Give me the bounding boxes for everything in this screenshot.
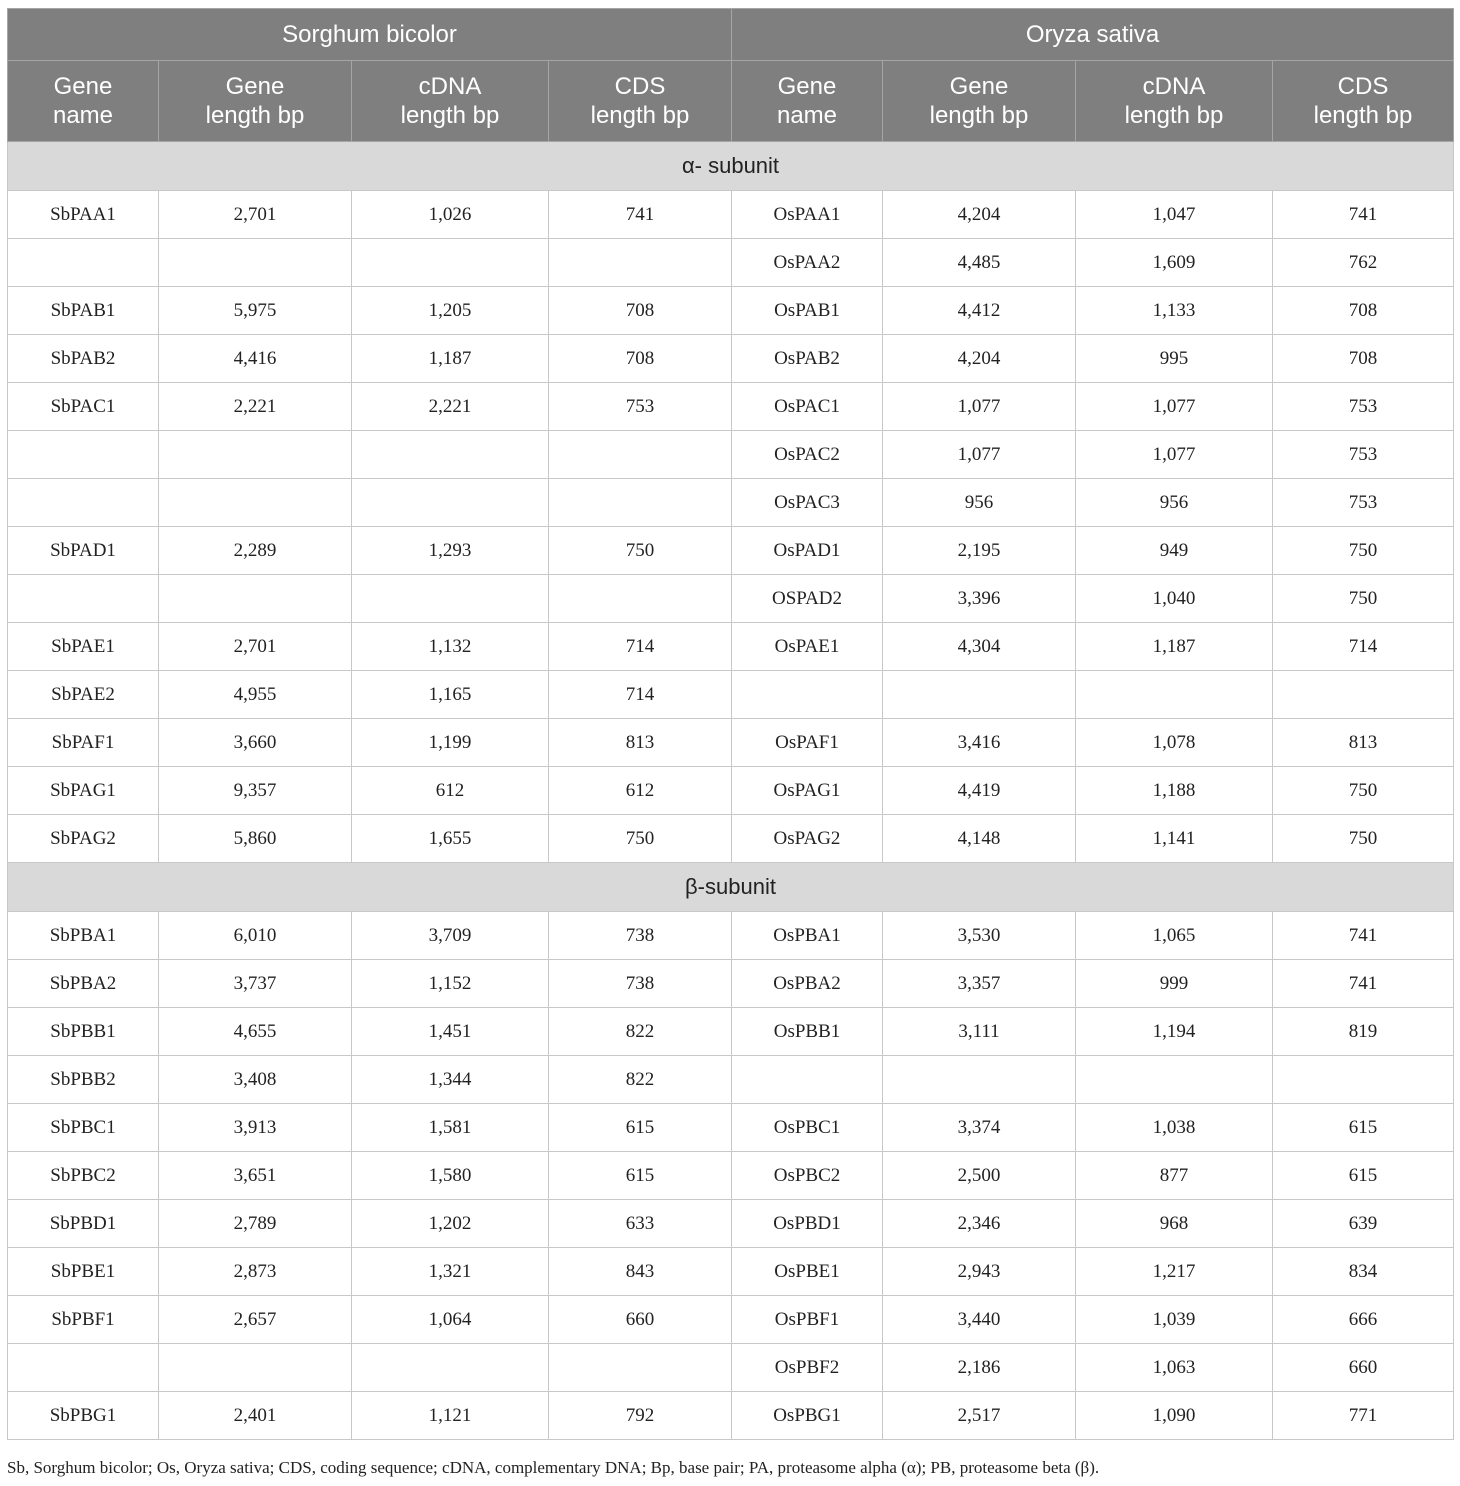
table-cell: [883, 1056, 1076, 1104]
table-cell: 2,657: [159, 1296, 352, 1344]
table-cell: 1,077: [1076, 431, 1273, 479]
table-cell: SbPAE2: [8, 671, 159, 719]
table-cell: [883, 671, 1076, 719]
table-cell: OsPBE1: [732, 1248, 883, 1296]
table-cell: 3,440: [883, 1296, 1076, 1344]
table-cell: 762: [1273, 239, 1454, 287]
table-row: [8, 912, 1454, 960]
table-cell: 660: [549, 1296, 732, 1344]
table-cell: 4,204: [883, 335, 1076, 383]
table-cell: 753: [1273, 431, 1454, 479]
table-cell: [8, 479, 159, 527]
table-cell: OsPBC2: [732, 1152, 883, 1200]
table-cell: [352, 575, 549, 623]
table-cell: [1273, 1056, 1454, 1104]
table-cell: SbPBA2: [8, 960, 159, 1008]
column-header: cDNA length bp: [1076, 61, 1273, 142]
table-cell: 1,026: [352, 191, 549, 239]
column-header: Gene length bp: [159, 61, 352, 142]
table-cell: [732, 1056, 883, 1104]
section-label: β-subunit: [8, 863, 1454, 912]
table-cell: 1,078: [1076, 719, 1273, 767]
section-label: α- subunit: [8, 142, 1454, 191]
table-cell: [159, 239, 352, 287]
column-header-row: [8, 61, 1454, 142]
table-cell: SbPBB1: [8, 1008, 159, 1056]
table-cell: SbPAE1: [8, 623, 159, 671]
table-row: [8, 1200, 1454, 1248]
table-row: [8, 1008, 1454, 1056]
table-cell: OsPAG1: [732, 767, 883, 815]
table-cell: 819: [1273, 1008, 1454, 1056]
table-cell: OsPBD1: [732, 1200, 883, 1248]
table-cell: 1,194: [1076, 1008, 1273, 1056]
table-cell: 2,789: [159, 1200, 352, 1248]
table-cell: 2,186: [883, 1344, 1076, 1392]
table-cell: 708: [549, 287, 732, 335]
table-cell: 1,064: [352, 1296, 549, 1344]
table-cell: 949: [1076, 527, 1273, 575]
table-cell: OsPBA1: [732, 912, 883, 960]
table-cell: 1,205: [352, 287, 549, 335]
table-cell: 5,975: [159, 287, 352, 335]
table-cell: [1076, 1056, 1273, 1104]
table-cell: 1,090: [1076, 1392, 1273, 1440]
table-row: [8, 623, 1454, 671]
table-cell: 1,187: [1076, 623, 1273, 671]
table-cell: 813: [1273, 719, 1454, 767]
table-row: [8, 287, 1454, 335]
column-header: CDS length bp: [1273, 61, 1454, 142]
table-cell: 666: [1273, 1296, 1454, 1344]
table-cell: 615: [549, 1152, 732, 1200]
table-cell: 615: [549, 1104, 732, 1152]
table-cell: 3,709: [352, 912, 549, 960]
table-cell: 9,357: [159, 767, 352, 815]
table-row: [8, 1392, 1454, 1440]
table-cell: 741: [549, 191, 732, 239]
table-row: [8, 815, 1454, 863]
table-cell: SbPBC1: [8, 1104, 159, 1152]
species-header-sorghum: Sorghum bicolor: [8, 9, 732, 61]
table-cell: 813: [549, 719, 732, 767]
table-row: [8, 671, 1454, 719]
table-cell: 708: [1273, 287, 1454, 335]
table-cell: SbPAB2: [8, 335, 159, 383]
table-cell: 1,188: [1076, 767, 1273, 815]
table-cell: 2,517: [883, 1392, 1076, 1440]
species-header-oryza: Oryza sativa: [732, 9, 1454, 61]
table-cell: OsPAG2: [732, 815, 883, 863]
table-cell: OsPAA2: [732, 239, 883, 287]
table-cell: 1,581: [352, 1104, 549, 1152]
table-cell: 2,346: [883, 1200, 1076, 1248]
table-body: [8, 142, 1454, 1440]
table-cell: 4,416: [159, 335, 352, 383]
table-cell: [159, 431, 352, 479]
table-cell: [549, 1344, 732, 1392]
table-cell: SbPAF1: [8, 719, 159, 767]
table-cell: 750: [1273, 767, 1454, 815]
table-cell: 1,321: [352, 1248, 549, 1296]
table-cell: OsPAC2: [732, 431, 883, 479]
table-cell: 4,204: [883, 191, 1076, 239]
table-cell: 4,148: [883, 815, 1076, 863]
table-cell: 2,873: [159, 1248, 352, 1296]
table-cell: 738: [549, 960, 732, 1008]
gene-comparison-table: [7, 8, 1454, 1440]
table-cell: 1,217: [1076, 1248, 1273, 1296]
table-cell: [352, 239, 549, 287]
table-cell: 1,077: [883, 431, 1076, 479]
table-cell: OsPAC3: [732, 479, 883, 527]
table-cell: 3,396: [883, 575, 1076, 623]
table-cell: 1,187: [352, 335, 549, 383]
table-row: [8, 191, 1454, 239]
table-cell: 822: [549, 1056, 732, 1104]
table-cell: 753: [1273, 383, 1454, 431]
table-cell: [549, 431, 732, 479]
table-cell: 1,063: [1076, 1344, 1273, 1392]
section-row: [8, 863, 1454, 912]
table-row: [8, 1152, 1454, 1200]
table-cell: 834: [1273, 1248, 1454, 1296]
table-row: [8, 527, 1454, 575]
table-cell: 708: [1273, 335, 1454, 383]
table-cell: 3,357: [883, 960, 1076, 1008]
table-cell: 612: [549, 767, 732, 815]
table-cell: [159, 1344, 352, 1392]
table-cell: SbPAB1: [8, 287, 159, 335]
table-cell: SbPAG1: [8, 767, 159, 815]
table-cell: 708: [549, 335, 732, 383]
table-cell: OsPAB1: [732, 287, 883, 335]
table-cell: 5,860: [159, 815, 352, 863]
table-cell: OsPAA1: [732, 191, 883, 239]
table-row: [8, 575, 1454, 623]
table-cell: [352, 479, 549, 527]
table-cell: OsPBB1: [732, 1008, 883, 1056]
table-cell: 753: [549, 383, 732, 431]
table-cell: OsPAE1: [732, 623, 883, 671]
table-cell: SbPAA1: [8, 191, 159, 239]
table-cell: [732, 671, 883, 719]
table-cell: [549, 479, 732, 527]
table-cell: SbPAC1: [8, 383, 159, 431]
table-cell: 1,047: [1076, 191, 1273, 239]
table-cell: 615: [1273, 1104, 1454, 1152]
table-cell: OsPBG1: [732, 1392, 883, 1440]
table-cell: [352, 431, 549, 479]
table-cell: SbPBA1: [8, 912, 159, 960]
table-cell: OsPBF2: [732, 1344, 883, 1392]
table-cell: OsPBF1: [732, 1296, 883, 1344]
table-cell: SbPBF1: [8, 1296, 159, 1344]
table-cell: 1,065: [1076, 912, 1273, 960]
column-header: Gene length bp: [883, 61, 1076, 142]
table-cell: 2,289: [159, 527, 352, 575]
table-footnote: Sb, Sorghum bicolor; Os, Oryza sativa; CDS, coding sequence; cDNA, complementary DNA; Bp, base pair; PA, proteasome alpha (α); PB, proteasome beta (β).: [7, 1458, 1100, 1477]
table-cell: 3,111: [883, 1008, 1076, 1056]
table-cell: 660: [1273, 1344, 1454, 1392]
table-cell: 2,943: [883, 1248, 1076, 1296]
table-row: [8, 1296, 1454, 1344]
table-cell: [159, 575, 352, 623]
table-cell: [8, 239, 159, 287]
table-cell: 633: [549, 1200, 732, 1248]
table-cell: 2,221: [352, 383, 549, 431]
table-cell: 4,655: [159, 1008, 352, 1056]
table-cell: 1,077: [883, 383, 1076, 431]
section-row: [8, 142, 1454, 191]
table-cell: OsPBC1: [732, 1104, 883, 1152]
table-row: [8, 960, 1454, 1008]
table-cell: 1,077: [1076, 383, 1273, 431]
table-row: [8, 1248, 1454, 1296]
table-cell: 3,408: [159, 1056, 352, 1104]
table-cell: 714: [549, 671, 732, 719]
table-row: [8, 767, 1454, 815]
table-cell: 1,040: [1076, 575, 1273, 623]
table-cell: 1,121: [352, 1392, 549, 1440]
table-cell: 995: [1076, 335, 1273, 383]
table-cell: SbPBG1: [8, 1392, 159, 1440]
table-cell: 3,913: [159, 1104, 352, 1152]
table-cell: SbPBC2: [8, 1152, 159, 1200]
table-cell: 750: [1273, 815, 1454, 863]
species-header-row: [8, 9, 1454, 61]
table-cell: 3,374: [883, 1104, 1076, 1152]
table-cell: 750: [549, 815, 732, 863]
table-cell: 4,955: [159, 671, 352, 719]
table-cell: 1,655: [352, 815, 549, 863]
table-cell: OsPAF1: [732, 719, 883, 767]
table-cell: 2,701: [159, 623, 352, 671]
table-cell: 1,141: [1076, 815, 1273, 863]
table-row: [8, 431, 1454, 479]
table-cell: 2,401: [159, 1392, 352, 1440]
table-cell: 1,293: [352, 527, 549, 575]
table-cell: 750: [1273, 527, 1454, 575]
table-cell: 999: [1076, 960, 1273, 1008]
table-cell: 1,133: [1076, 287, 1273, 335]
table-cell: 1,152: [352, 960, 549, 1008]
table-cell: 639: [1273, 1200, 1454, 1248]
table-cell: 1,609: [1076, 239, 1273, 287]
table-cell: 753: [1273, 479, 1454, 527]
table-cell: 2,221: [159, 383, 352, 431]
table-cell: 843: [549, 1248, 732, 1296]
table-cell: 822: [549, 1008, 732, 1056]
table-cell: 1,580: [352, 1152, 549, 1200]
table-cell: 714: [549, 623, 732, 671]
table-cell: 3,530: [883, 912, 1076, 960]
table-cell: 2,500: [883, 1152, 1076, 1200]
table-cell: 1,038: [1076, 1104, 1273, 1152]
table-cell: 3,737: [159, 960, 352, 1008]
table-cell: 1,451: [352, 1008, 549, 1056]
table-cell: SbPBD1: [8, 1200, 159, 1248]
table-cell: 741: [1273, 912, 1454, 960]
table-cell: 1,132: [352, 623, 549, 671]
table-cell: 877: [1076, 1152, 1273, 1200]
table-cell: 2,701: [159, 191, 352, 239]
table-cell: OsPBA2: [732, 960, 883, 1008]
table-cell: [1076, 671, 1273, 719]
column-header: Gene name: [8, 61, 159, 142]
table-cell: [352, 1344, 549, 1392]
table-cell: SbPBB2: [8, 1056, 159, 1104]
table-cell: [8, 431, 159, 479]
table-cell: 750: [1273, 575, 1454, 623]
table-cell: 968: [1076, 1200, 1273, 1248]
table-cell: [8, 575, 159, 623]
table-cell: [8, 1344, 159, 1392]
table-cell: 956: [1076, 479, 1273, 527]
table-cell: 738: [549, 912, 732, 960]
table-cell: 4,419: [883, 767, 1076, 815]
table-cell: 4,412: [883, 287, 1076, 335]
table-row: [8, 335, 1454, 383]
table-cell: OsPAC1: [732, 383, 883, 431]
table-cell: OSPAD2: [732, 575, 883, 623]
table-cell: 750: [549, 527, 732, 575]
table-cell: 3,660: [159, 719, 352, 767]
table-cell: 1,199: [352, 719, 549, 767]
table-cell: [549, 575, 732, 623]
table-cell: 1,039: [1076, 1296, 1273, 1344]
table-row: [8, 1344, 1454, 1392]
table-cell: SbPAG2: [8, 815, 159, 863]
table-cell: [549, 239, 732, 287]
table-cell: 714: [1273, 623, 1454, 671]
table-cell: 6,010: [159, 912, 352, 960]
table-cell: 1,202: [352, 1200, 549, 1248]
table-row: [8, 719, 1454, 767]
table-row: [8, 479, 1454, 527]
table-cell: OsPAB2: [732, 335, 883, 383]
table-cell: 615: [1273, 1152, 1454, 1200]
table-cell: 4,304: [883, 623, 1076, 671]
column-header: CDS length bp: [549, 61, 732, 142]
table-cell: 4,485: [883, 239, 1076, 287]
column-header: cDNA length bp: [352, 61, 549, 142]
table-cell: 3,416: [883, 719, 1076, 767]
table-cell: 741: [1273, 960, 1454, 1008]
table-cell: SbPAD1: [8, 527, 159, 575]
table-cell: 792: [549, 1392, 732, 1440]
table-cell: [159, 479, 352, 527]
table-cell: 771: [1273, 1392, 1454, 1440]
table-cell: 741: [1273, 191, 1454, 239]
table-cell: 3,651: [159, 1152, 352, 1200]
table-cell: SbPBE1: [8, 1248, 159, 1296]
column-header: Gene name: [732, 61, 883, 142]
table-cell: 956: [883, 479, 1076, 527]
table-cell: 612: [352, 767, 549, 815]
table-row: [8, 1104, 1454, 1152]
table-cell: [1273, 671, 1454, 719]
table-cell: 1,344: [352, 1056, 549, 1104]
table-row: [8, 1056, 1454, 1104]
table-cell: OsPAD1: [732, 527, 883, 575]
table-row: [8, 239, 1454, 287]
table-cell: 2,195: [883, 527, 1076, 575]
table-row: [8, 383, 1454, 431]
table-cell: 1,165: [352, 671, 549, 719]
